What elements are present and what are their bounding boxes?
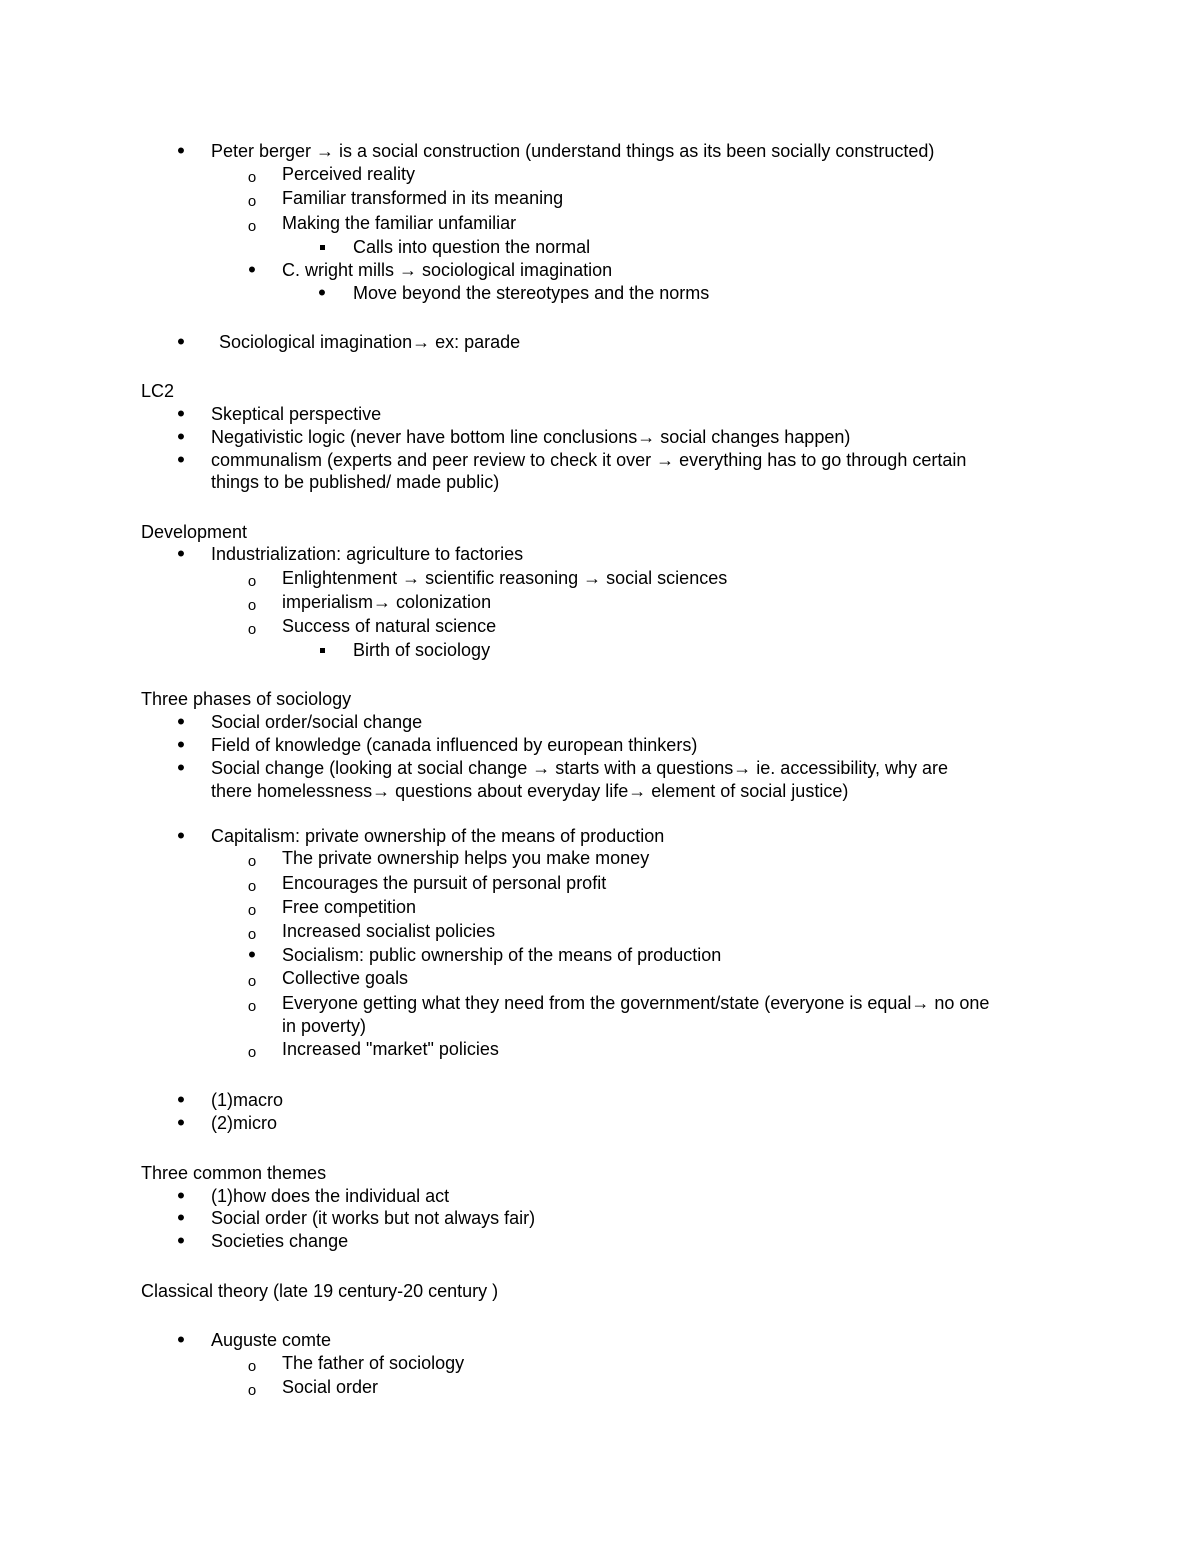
- section-heading: [0, 379, 1200, 403]
- line-text: there homelessness→ questions about everyday life→ element of social justice): [211, 781, 849, 801]
- list-item: [0, 1088, 1200, 1112]
- line-text: (1)macro: [211, 1090, 284, 1110]
- circle-bullet-icon: [242, 846, 262, 872]
- bullet-icon: [242, 943, 262, 968]
- line-text: Three common themes: [141, 1163, 327, 1183]
- line-text: Free competition: [282, 897, 417, 917]
- circle-bullet-icon: [242, 1037, 262, 1063]
- line-text: Negativistic logic (never have bottom line conclusions→ social changes happen): [211, 427, 851, 447]
- list-item: [0, 991, 1200, 1015]
- line-text: Social change (looking at social change → starts with a questions→ ie. accessibility, why are: [211, 758, 949, 778]
- line-text: Encourages the pursuit of personal profit: [282, 873, 607, 893]
- line-text: Increased socialist policies: [282, 921, 496, 941]
- list-item: [0, 139, 1200, 163]
- list-item: [0, 871, 1200, 895]
- bullet-icon: [171, 1229, 191, 1254]
- list-item: [0, 470, 1200, 494]
- line-text: imperialism→ colonization: [282, 592, 492, 612]
- section-heading: [0, 1161, 1200, 1185]
- line-text: Industrialization: agriculture to factories: [211, 544, 524, 564]
- line-text: Move beyond the stereotypes and the norms: [353, 283, 710, 303]
- circle-bullet-icon: [242, 966, 262, 992]
- line-text: Socialism: public ownership of the means of production: [282, 945, 722, 965]
- line-text: Three phases of sociology: [141, 689, 352, 709]
- bullet-icon: [171, 1111, 191, 1136]
- line-text: Familiar transformed in its meaning: [282, 188, 564, 208]
- circle-bullet-icon: [242, 186, 262, 212]
- list-item: [0, 186, 1200, 210]
- list-item: [0, 590, 1200, 614]
- line-text: Field of knowledge (canada influenced by european thinkers): [211, 735, 698, 755]
- line-text: Making the familiar unfamiliar: [282, 213, 517, 233]
- bullet-icon: [171, 1328, 191, 1353]
- line-text: C. wright mills → sociological imagination: [282, 260, 613, 280]
- line-text: things to be published/ made public): [211, 472, 500, 492]
- bullet-icon: [171, 139, 191, 164]
- list-item: [0, 895, 1200, 919]
- bullet-icon: [171, 330, 191, 355]
- list-item: [0, 330, 1200, 354]
- line-text: LC2: [141, 381, 175, 401]
- list-item: [0, 211, 1200, 235]
- list-item: [0, 919, 1200, 943]
- list-item: [0, 943, 1200, 967]
- section-heading: [0, 1279, 1200, 1303]
- list-item: [0, 779, 1200, 803]
- line-text: Increased "market" policies: [282, 1039, 499, 1059]
- list-item: [0, 710, 1200, 734]
- line-text: Social order: [282, 1377, 379, 1397]
- list-item: [0, 846, 1200, 870]
- line-text: Development: [141, 522, 248, 542]
- line-text: (1)how does the individual act: [211, 1186, 450, 1206]
- line-text: Capitalism: private ownership of the means of production: [211, 826, 665, 846]
- line-text: The private ownership helps you make money: [282, 848, 650, 868]
- list-item: [0, 824, 1200, 848]
- line-text: Everyone getting what they need from the government/state (everyone is equal→ no one: [282, 993, 990, 1013]
- list-item: [0, 258, 1200, 282]
- circle-bullet-icon: [242, 1375, 262, 1401]
- line-text: Calls into question the normal: [353, 237, 591, 257]
- list-item: [0, 566, 1200, 590]
- list-item: [0, 1037, 1200, 1061]
- circle-bullet-icon: [242, 1351, 262, 1377]
- line-text: Perceived reality: [282, 164, 416, 184]
- line-text: Birth of sociology: [353, 640, 491, 660]
- section-heading: [0, 687, 1200, 711]
- line-text: Classical theory (late 19 century-20 century ): [141, 1281, 499, 1301]
- line-text: Collective goals: [282, 968, 409, 988]
- line-text: Skeptical perspective: [211, 404, 382, 424]
- line-text: Social order/social change: [211, 712, 423, 732]
- bullet-icon: [312, 281, 332, 306]
- circle-bullet-icon: [242, 162, 262, 188]
- line-text: in poverty): [282, 1016, 367, 1036]
- line-text: Success of natural science: [282, 616, 497, 636]
- list-item: [0, 281, 1200, 305]
- bullet-icon: [171, 542, 191, 567]
- list-item: [0, 235, 1200, 259]
- list-item: [0, 733, 1200, 757]
- circle-bullet-icon: [242, 895, 262, 921]
- circle-bullet-icon: [242, 566, 262, 592]
- line-text: Social order (it works but not always fair): [211, 1208, 536, 1228]
- circle-bullet-icon: [242, 871, 262, 897]
- list-item: [0, 1111, 1200, 1135]
- bullet-icon: [171, 756, 191, 781]
- bullet-icon: [242, 258, 262, 283]
- circle-bullet-icon: [242, 211, 262, 237]
- line-text: Sociological imagination→ ex: parade: [219, 332, 521, 352]
- list-item: [0, 1351, 1200, 1375]
- line-text: communalism (experts and peer review to check it over → everything has to go through certain: [211, 450, 967, 470]
- list-item: [0, 1328, 1200, 1352]
- list-item: [0, 614, 1200, 638]
- list-item: [0, 402, 1200, 426]
- line-text: Peter berger → is a social construction (understand things as its been socially constructed): [211, 141, 935, 161]
- circle-bullet-icon: [242, 590, 262, 616]
- list-item: [0, 448, 1200, 472]
- list-item: [0, 1229, 1200, 1253]
- list-item: [0, 638, 1200, 662]
- line-text: (2)micro: [211, 1113, 277, 1133]
- line-text: Enlightenment → scientific reasoning → social sciences: [282, 568, 728, 588]
- line-text: Auguste comte: [211, 1330, 332, 1350]
- list-item: [0, 1375, 1200, 1399]
- line-text: Societies change: [211, 1231, 349, 1251]
- line-text: The father of sociology: [282, 1353, 465, 1373]
- square-bullet-icon: [312, 235, 332, 259]
- circle-bullet-icon: [242, 614, 262, 640]
- list-item: [0, 425, 1200, 449]
- list-item: [0, 1206, 1200, 1230]
- list-item: [0, 756, 1200, 780]
- list-item: [0, 542, 1200, 566]
- list-item: [0, 966, 1200, 990]
- list-item: [0, 1014, 1200, 1038]
- list-item: [0, 162, 1200, 186]
- square-bullet-icon: [312, 638, 332, 662]
